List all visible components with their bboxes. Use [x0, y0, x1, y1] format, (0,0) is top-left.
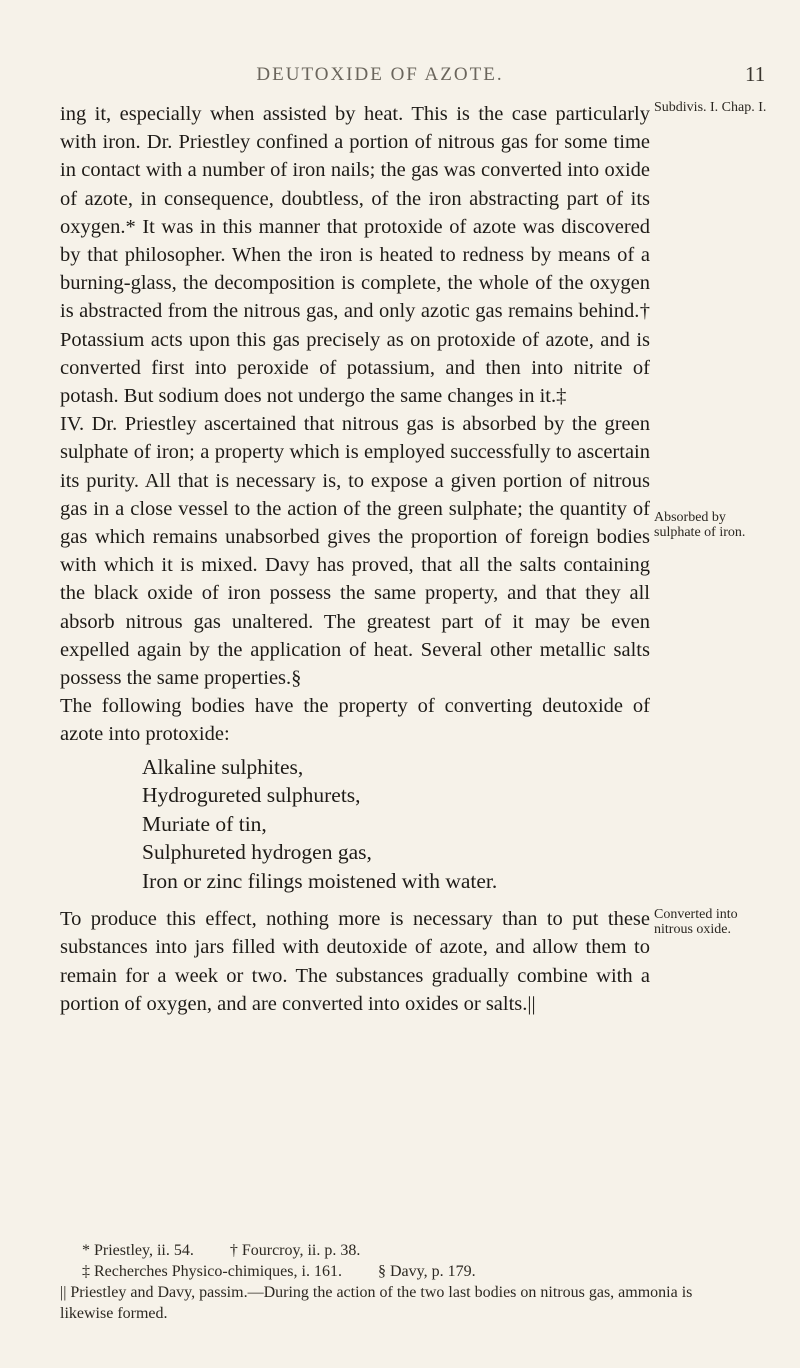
margin-note-absorbed: Absorbed by sulphate of iron.: [654, 510, 746, 540]
footnote-line: [60, 1240, 700, 1261]
page-number: 11: [745, 62, 766, 86]
footnote-priestley-davy: || Priestley and Davy, passim.—During the action of the two last bodies on nitrous gas, ammonia is likewise formed.: [60, 1284, 693, 1322]
paragraph-continuation: ing it, especially when assisted by heat. This is the case particularly with iron. Dr. Priestley confined a portion of nitrous gas for some time in contact with a number of iron nails; the gas was converted into oxide of azote, in consequence, doubtless, of the iron abstracting part of its oxygen.* It was in this manner that protoxide of azote was discovered by that philosopher. When the iron is heated to redness by means of a burning-glass, the decomposition is complete, the whole of the oxygen is abstracted from the nitrous gas, and only azotic gas remains behind.† Potassium acts upon this gas precisely as on protoxide of azote, and is converted first into peroxide of potassium, and then into nitrite of potash. But sodium does not undergo the same changes in it.‡: [60, 103, 650, 408]
footnote-line: [60, 1261, 700, 1282]
paragraph-section-iv: IV. Dr. Priestley ascertained that nitrous gas is absorbed by the green sulphate of iron; a property which is employed successfully to ascertain its purity. All that is necessary is, to expose a given portion of nitrous gas in a close vessel to the action of the green sulphate; the quantity of gas which remains unabsorbed gives the proportion of foreign bodies with which it is mixed. Davy has proved, that all the salts containing the black oxide of iron possess the same property, and that they all absorb nitrous gas unaltered. The greatest part of it may be even expelled again by the application of heat. Several other metallic salts possess the same properties.§: [60, 413, 650, 690]
footnote-priestley: * Priestley, ii. 54.: [82, 1242, 194, 1259]
margin-note-subdivision: Subdivis. I. Chap. I.: [654, 100, 767, 115]
footnotes: [60, 1240, 700, 1324]
footnote-recherches: ‡ Recherches Physico-chimiques, i. 161.: [82, 1263, 342, 1280]
footnote-davy: § Davy, p. 179.: [377, 1263, 476, 1280]
footnote-fourcroy: † Fourcroy, ii. p. 38.: [229, 1242, 361, 1259]
list-item: Iron or zinc filings moistened with water.: [142, 868, 498, 893]
margin-note-converted: Converted into nitrous oxide.: [654, 907, 738, 937]
list-item: Muriate of tin,: [142, 811, 267, 836]
list-item: Sulphureted hydrogen gas,: [142, 840, 372, 865]
paragraph-conclusion: To produce this effect, nothing more is necessary than to put these substances into jars filled with deutoxide of azote, and allow them to remain for a week or two. The substances gradually combine with a portion of oxygen, and are converted into oxides or salts.||: [60, 908, 650, 1015]
running-title: DEUTOXIDE OF AZOTE.: [256, 64, 504, 85]
converting-bodies-list: [60, 753, 650, 896]
paragraph-list-intro: The following bodies have the property of converting deutoxide of azote into protoxide:: [60, 695, 650, 746]
list-item: Alkaline sulphites,: [142, 754, 304, 779]
main-text: [60, 100, 650, 1018]
list-item: Hydrogureted sulphurets,: [142, 783, 361, 808]
